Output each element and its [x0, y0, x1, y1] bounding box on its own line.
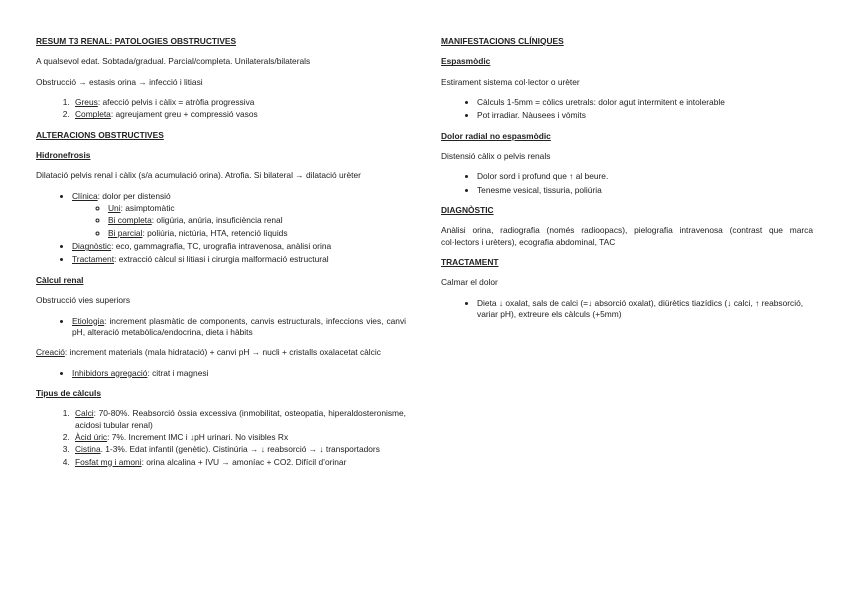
- term: Completa: [75, 109, 111, 120]
- term-text: : extracció càlcul si litiasi i cirurgia malformació estructural: [114, 254, 329, 265]
- espasmodic-list: [441, 97, 813, 122]
- subsection-heading-dolor-radial: Dolor radial no espasmòdic: [441, 130, 551, 141]
- term-text: : 7%. Increment IMC i ↓pH urinari. No visibles Rx: [107, 431, 289, 442]
- subsection-heading-calcul-renal: Càlcul renal: [36, 274, 84, 285]
- list-item: [72, 109, 406, 120]
- list-item: [108, 228, 406, 239]
- term-text: : increment materials (mala hidratació) + canvi pH → nucli + cristalls oxalacetat càlcic: [64, 347, 381, 358]
- term: Etiologia: [72, 315, 105, 326]
- term: Cistina: [75, 444, 101, 455]
- inhibidors-list: [36, 368, 406, 379]
- dolor-radial-list: [441, 171, 813, 196]
- section-heading: ALTERACIONS OBSTRUCTIVES: [36, 129, 164, 140]
- hidronefrosis-description: Dilatació pelvis renal i càlix (s/a acumulació orina). Atrofia. Si bilateral → dilatació urèter: [36, 170, 361, 181]
- section-heading-manifestacions: MANIFESTACIONS CLÍNIQUES: [441, 36, 564, 46]
- term: Inhibidors agregació: [72, 367, 148, 378]
- subsection-heading-espasmodic: Espasmòdic: [441, 56, 491, 67]
- list-item: • Càlculs 1-5mm = còlics uretrals: dolor agut intermitent e intolerable: [477, 97, 813, 108]
- term: Tractament: [72, 254, 115, 265]
- term: Uni: [108, 203, 121, 214]
- term: Àcid úric: [75, 431, 108, 442]
- term: Clínica: [72, 190, 98, 201]
- section-heading-tractament: TRACTAMENT: [441, 257, 499, 268]
- term-text: : asimptomàtic: [120, 203, 175, 214]
- list-item: [72, 316, 406, 339]
- left-column: [36, 36, 406, 477]
- term: Creació: [36, 347, 65, 358]
- list-item: [72, 241, 406, 252]
- list-item: [72, 191, 406, 239]
- term-text: : poliúria, nictúria, HTA, retenció líquids: [142, 227, 288, 238]
- espasmodic-description: Estirament sistema col·lector o urèter: [441, 76, 580, 87]
- list-item: [72, 368, 406, 379]
- term: Bi completa: [108, 215, 152, 226]
- term-text: : agreujament greu + compressió vasos: [110, 109, 258, 120]
- term: Calci: [75, 408, 94, 419]
- tractament-list: [441, 298, 813, 321]
- section-heading-diagnostic: DIAGNÒSTIC: [441, 205, 494, 216]
- hidronefrosis-list: [36, 191, 406, 266]
- list-item: [72, 408, 406, 431]
- term-text: : eco, gammagrafia, TC, urografia intravenosa, anàlisi orina: [111, 241, 332, 252]
- calcul-description: Obstrucció vies superiors: [36, 295, 131, 306]
- intro-line-2: Obstrucció → estasis orina → infecció i litiasi: [36, 76, 203, 87]
- tipus-list: [36, 408, 406, 468]
- list-item: • Dieta ↓ oxalat, sals de calci (=↓ absorció oxalat), diürètics tiazídics (↓ calci, ↑ reabsorció, variar pH), extreure els càlculs (+5mm): [477, 298, 813, 321]
- creacio-paragraph: [36, 347, 406, 358]
- list-item: [72, 432, 406, 443]
- list-item: • Pot irradiar. Nàusees i vòmits: [477, 110, 813, 121]
- dolor-radial-description: Distensió càlix o pelvis renals: [441, 151, 551, 162]
- right-column: [441, 36, 813, 330]
- term-text: : oligúria, anúria, insuficiència renal: [151, 215, 283, 226]
- document-title: RESUM T3 RENAL: PATOLOGIES OBSTRUCTIVES: [36, 36, 237, 46]
- term-text: : increment plasmàtic de components, canvis estructurals, infeccions vies, canvi pH, alteració metabòlica/endocrina, dieta i hàbits: [72, 315, 406, 337]
- list-item: • Tenesme vesical, tissuria, poliúria: [477, 185, 813, 196]
- list-item: [108, 203, 406, 214]
- term-text: : orina alcalina + IVU → amoníac + CO2. Difícil d’orinar: [141, 456, 347, 467]
- list-item: [72, 444, 406, 455]
- term: Greus: [75, 97, 98, 108]
- subsection-heading-hidronefrosis: Hidronefrosis: [36, 150, 91, 161]
- subsection-heading-tipus: Tipus de càlculs: [36, 387, 102, 398]
- list-item: • Dolor sord i profund que ↑ al beure.: [477, 171, 813, 182]
- obstruction-types-list: [36, 97, 406, 121]
- term: Diagnòstic: [72, 241, 112, 252]
- term-text: : afecció pelvis i càlix = atròfia progressiva: [97, 97, 255, 108]
- term-text: . 1-3%. Edat infantil (genètic). Cistinúria → ↓ reabsorció → ↓ transportadors: [100, 444, 380, 455]
- list-item: [72, 457, 406, 468]
- tractament-description: Calmar el dolor: [441, 277, 498, 288]
- term-text: : citrat i magnesi: [147, 367, 209, 378]
- list-item: [72, 254, 406, 265]
- etiologia-list: [36, 316, 406, 339]
- term-text: : dolor per distensió: [97, 190, 171, 201]
- list-item: [72, 97, 406, 108]
- term-text: : 70-80%. Reabsorció òssia excessiva (inmobilitat, osteopatia, hiperaldosteronisme, acidosi tubular renal): [75, 408, 406, 430]
- clinica-sublist: [72, 203, 406, 239]
- list-item: [108, 215, 406, 226]
- diagnostic-description: Anàlisi orina, radiografia (només radioopacs), pielografia intravenosa (contrast que marca col·lectors i urèters), ecografia abdominal, TAC: [441, 225, 813, 247]
- term: Fosfat mg i amoni: [75, 456, 142, 467]
- term: Bi parcial: [108, 227, 143, 238]
- intro-line-1: A qualsevol edat. Sobtada/gradual. Parcial/completa. Unilaterals/bilaterals: [36, 56, 311, 67]
